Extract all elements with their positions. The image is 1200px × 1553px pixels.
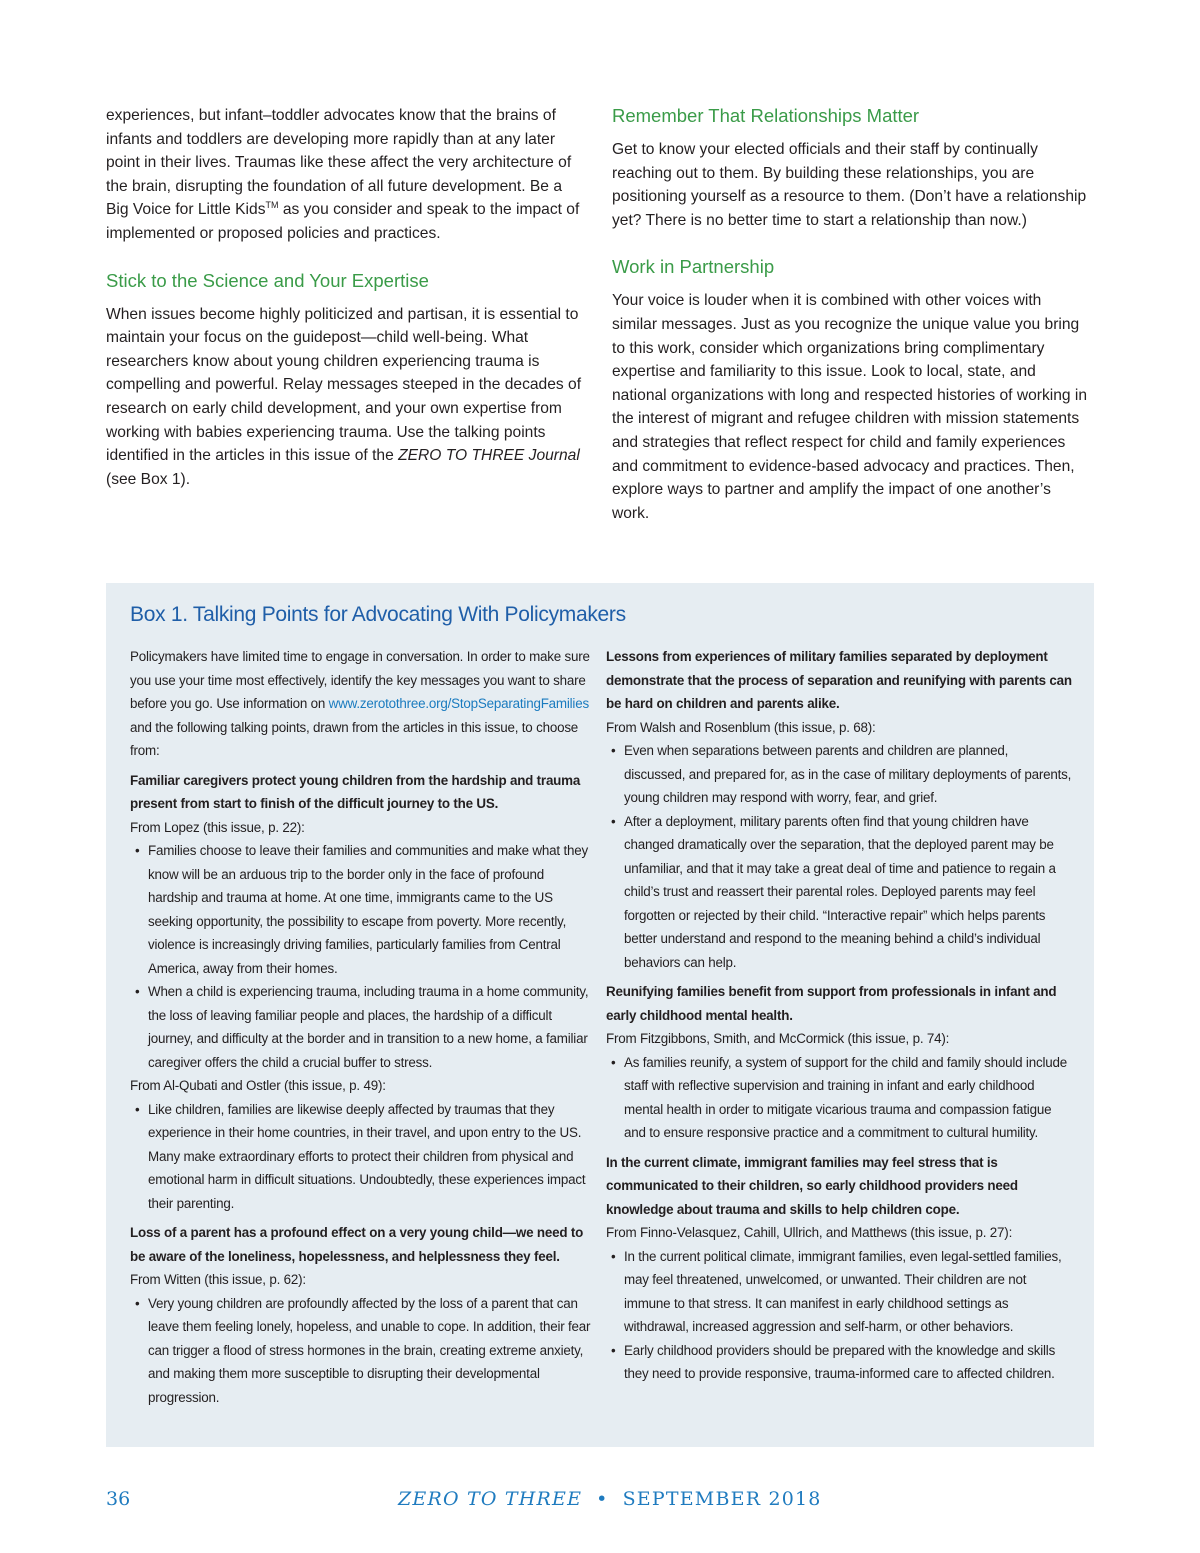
trademark-symbol: TM — [265, 200, 279, 211]
source-citation: From Witten (this issue, p. 62): — [130, 1272, 306, 1287]
box-left-column — [130, 645, 592, 1409]
talking-point-heading — [606, 645, 1072, 716]
list-item: • Early childhood providers should be prepared with the knowledge and skills they need to provide responsive, trauma-informed care to affected children. — [606, 1339, 1072, 1386]
talking-point-heading — [130, 769, 592, 816]
bullet-list — [606, 1245, 1072, 1386]
bullet-list — [130, 1292, 592, 1410]
list-item: • In the current political climate, immigrant families, even legal-settled families, may feel threatened, unwelcomed, or unwanted. Their children are not immune to that stress. It can manifest in early childhood settings as withdrawal, increased aggression and self-harm, or other behaviors. — [606, 1245, 1072, 1339]
list-item: • After a deployment, military parents often find that young children have changed dramatically over the separation, that the deployed parent may be unfamiliar, and that it may take a great deal of time and patience to regain a child’s trust and reassert their parental roles. Deployed parents may feel forgotten or rejected by their child. “Interactive repair” which helps parents better understand and respond to the meaning behind a child’s individual behaviors can help. — [606, 810, 1072, 975]
source-citation: From Lopez (this issue, p. 22): — [130, 819, 305, 835]
talking-point-heading — [130, 1221, 592, 1268]
page-footer — [106, 1488, 1094, 1516]
source-citation: From Finno-Velasquez, Cahill, Ullrich, and Matthews (this issue, p. 27): — [606, 1225, 1013, 1240]
list-item: • When a child is experiencing trauma, including trauma in a home community, the loss of leaving familiar people and places, the hardship of a difficult journey, and difficulty at the border and in transition to a new home, a familiar caregiver offers the child a crucial buffer to stress. — [130, 980, 592, 1074]
list-item: • Even when separations between parents and children are planned, discussed, and prepared for, as in the case of military deployments of parents, young children may respond with worry, fear, and grief. — [606, 739, 1072, 810]
talking-point-heading-text: Lessons from experiences of military families separated by deployment demonstrate that the process of separation and reunifying with parents can be hard on children and parents alike. — [606, 649, 1072, 711]
paragraph-text: (see Box 1). — [106, 470, 191, 488]
paragraph-relationships: Get to know your elected officials and their staff by continually reaching out to them. By building these relationships, you are positioning yourself as a resource to them. (Don’t have a relationship yet? There is no better time to start a relationship than now.) — [612, 141, 1087, 229]
talking-point-heading — [606, 1151, 1072, 1222]
paragraph-text: When issues become highly politicized and partisan, it is essential to maintain your focus on the guidepost—child well-being. What researchers know about young children experiencing trauma is compelling and powerful. Relay messages steeped in the decades of research on early child development, and your own expertise from working with babies experiencing trauma. Use the talking points identified in the articles in this issue of the — [106, 305, 582, 465]
bullet-list — [606, 739, 1072, 974]
source-citation: From Walsh and Rosenblum (this issue, p. 68): — [606, 719, 876, 735]
talking-point-heading-text: Loss of a parent has a profound effect on a very young child—we need to be aware of the loneliness, hopelessness, and helplessness they feel. — [130, 1225, 584, 1264]
paragraph-science — [106, 303, 588, 492]
heading-partnership: Work in Partnership — [612, 256, 775, 278]
heading-relationships: Remember That Relationships Matter — [612, 105, 920, 126]
right-column — [612, 104, 1090, 548]
separator-dot: • — [596, 1488, 609, 1510]
box-intro — [130, 645, 592, 763]
bullet-list — [130, 1098, 592, 1216]
talking-point-heading-text: In the current climate, immigrant families may feel stress that is communicated to their children, so early childhood providers need knowledge about trauma and skills to help children cope. — [606, 1154, 1018, 1217]
bullet-list — [606, 1051, 1072, 1145]
talking-point-heading-text: Reunifying families benefit from support from professionals in infant and early childhood mental health. — [606, 984, 1057, 1023]
paragraph-text: as you consider and speak to the impact of implemented or proposed policies and practices. — [106, 201, 580, 242]
list-item: • Very young children are profoundly affected by the loss of a parent that can leave them feeling lonely, hopeless, and unable to cope. In addition, their fear can trigger a flood of stress hormones in the brain, creating extreme anxiety, and making them more susceptible to disrupting their developmental progression. — [130, 1292, 592, 1410]
bullet-list — [130, 839, 592, 1074]
publication-name: ZERO TO THREE — [398, 1488, 583, 1510]
source-citation: From Fitzgibbons, Smith, and McCormick (this issue, p. 74): — [606, 1031, 950, 1046]
footer-publication-line — [398, 1488, 822, 1510]
paragraph-brain-development — [106, 104, 588, 246]
box-title: Box 1. Talking Points for Advocating With Policymakers — [130, 603, 626, 626]
list-item: • Like children, families are likewise deeply affected by traumas that they experience in their home countries, in their travel, and upon entry to the US. Many make extraordinary efforts to protect their children from physical and emotional harm in difficult situations. Undoubtedly, these experiences impact their parenting. — [130, 1098, 592, 1216]
list-item: • As families reunify, a system of support for the child and family should include staff with reflective supervision and training in infant and early childhood mental health in order to mitigate vicarious trauma and compassion fatigue and to ensure responsive practice and a commitment to cultural humility. — [606, 1051, 1072, 1145]
left-column — [106, 104, 588, 514]
page-number: 36 — [106, 1488, 131, 1510]
stop-separating-families-link[interactable]: www.zerotothree.org/StopSeparatingFamilies — [328, 696, 589, 711]
journal-title: ZERO TO THREE Journal — [398, 447, 580, 465]
source-citation: From Al-Qubati and Ostler (this issue, p. 49): — [130, 1078, 386, 1093]
intro-text: and the following talking points, drawn from the articles in this issue, to choose from: — [130, 719, 579, 758]
paragraph-text: experiences, but infant–toddler advocates know that the brains of infants and toddlers are developing more rapidly than at any later point in their lives. Traumas like these affect the very architecture of the brain, disrupting the foundation of all future development. Be a Big Voice for Little Kids — [106, 107, 572, 219]
talking-point-heading-text: Familiar caregivers protect young children from the hardship and trauma present from start to finish of the difficult journey to the US. — [130, 772, 581, 811]
talking-point-heading — [606, 980, 1072, 1027]
issue-date: SEPTEMBER 2018 — [622, 1488, 822, 1510]
box-right-column — [606, 645, 1072, 1386]
paragraph-partnership: Your voice is louder when it is combined with other voices with similar messages. Just as you recognize the unique value you bring to this work, consider which organizations bring complimentary expertise and familiarity to this issue. Look to local, state, and national organizations with long and respected histories of working in the interest of migrant and refugee children with mission statements and strategies that reflect respect for child and family experiences and commitment to evidence-based advocacy and practices. Then, explore ways to partner and amplify the impact of one another’s work. — [612, 292, 1088, 522]
talking-points-box — [106, 583, 1094, 1447]
intro-text: Policymakers have limited time to engage in conversation. In order to make sure you use your time most effectively, identify the key messages you want to share before you go. Use information on — [130, 649, 590, 711]
heading-science-expertise: Stick to the Science and Your Expertise — [106, 269, 429, 291]
list-item: • Families choose to leave their families and communities and make what they know will be an arduous trip to the border only in the face of profound hardship and trauma at home. At one time, immigrants came to the US seeking opportunity, the possibility to escape from poverty. More recently, violence is increasingly driving families, particularly families from Central America, away from their homes. — [130, 839, 592, 980]
